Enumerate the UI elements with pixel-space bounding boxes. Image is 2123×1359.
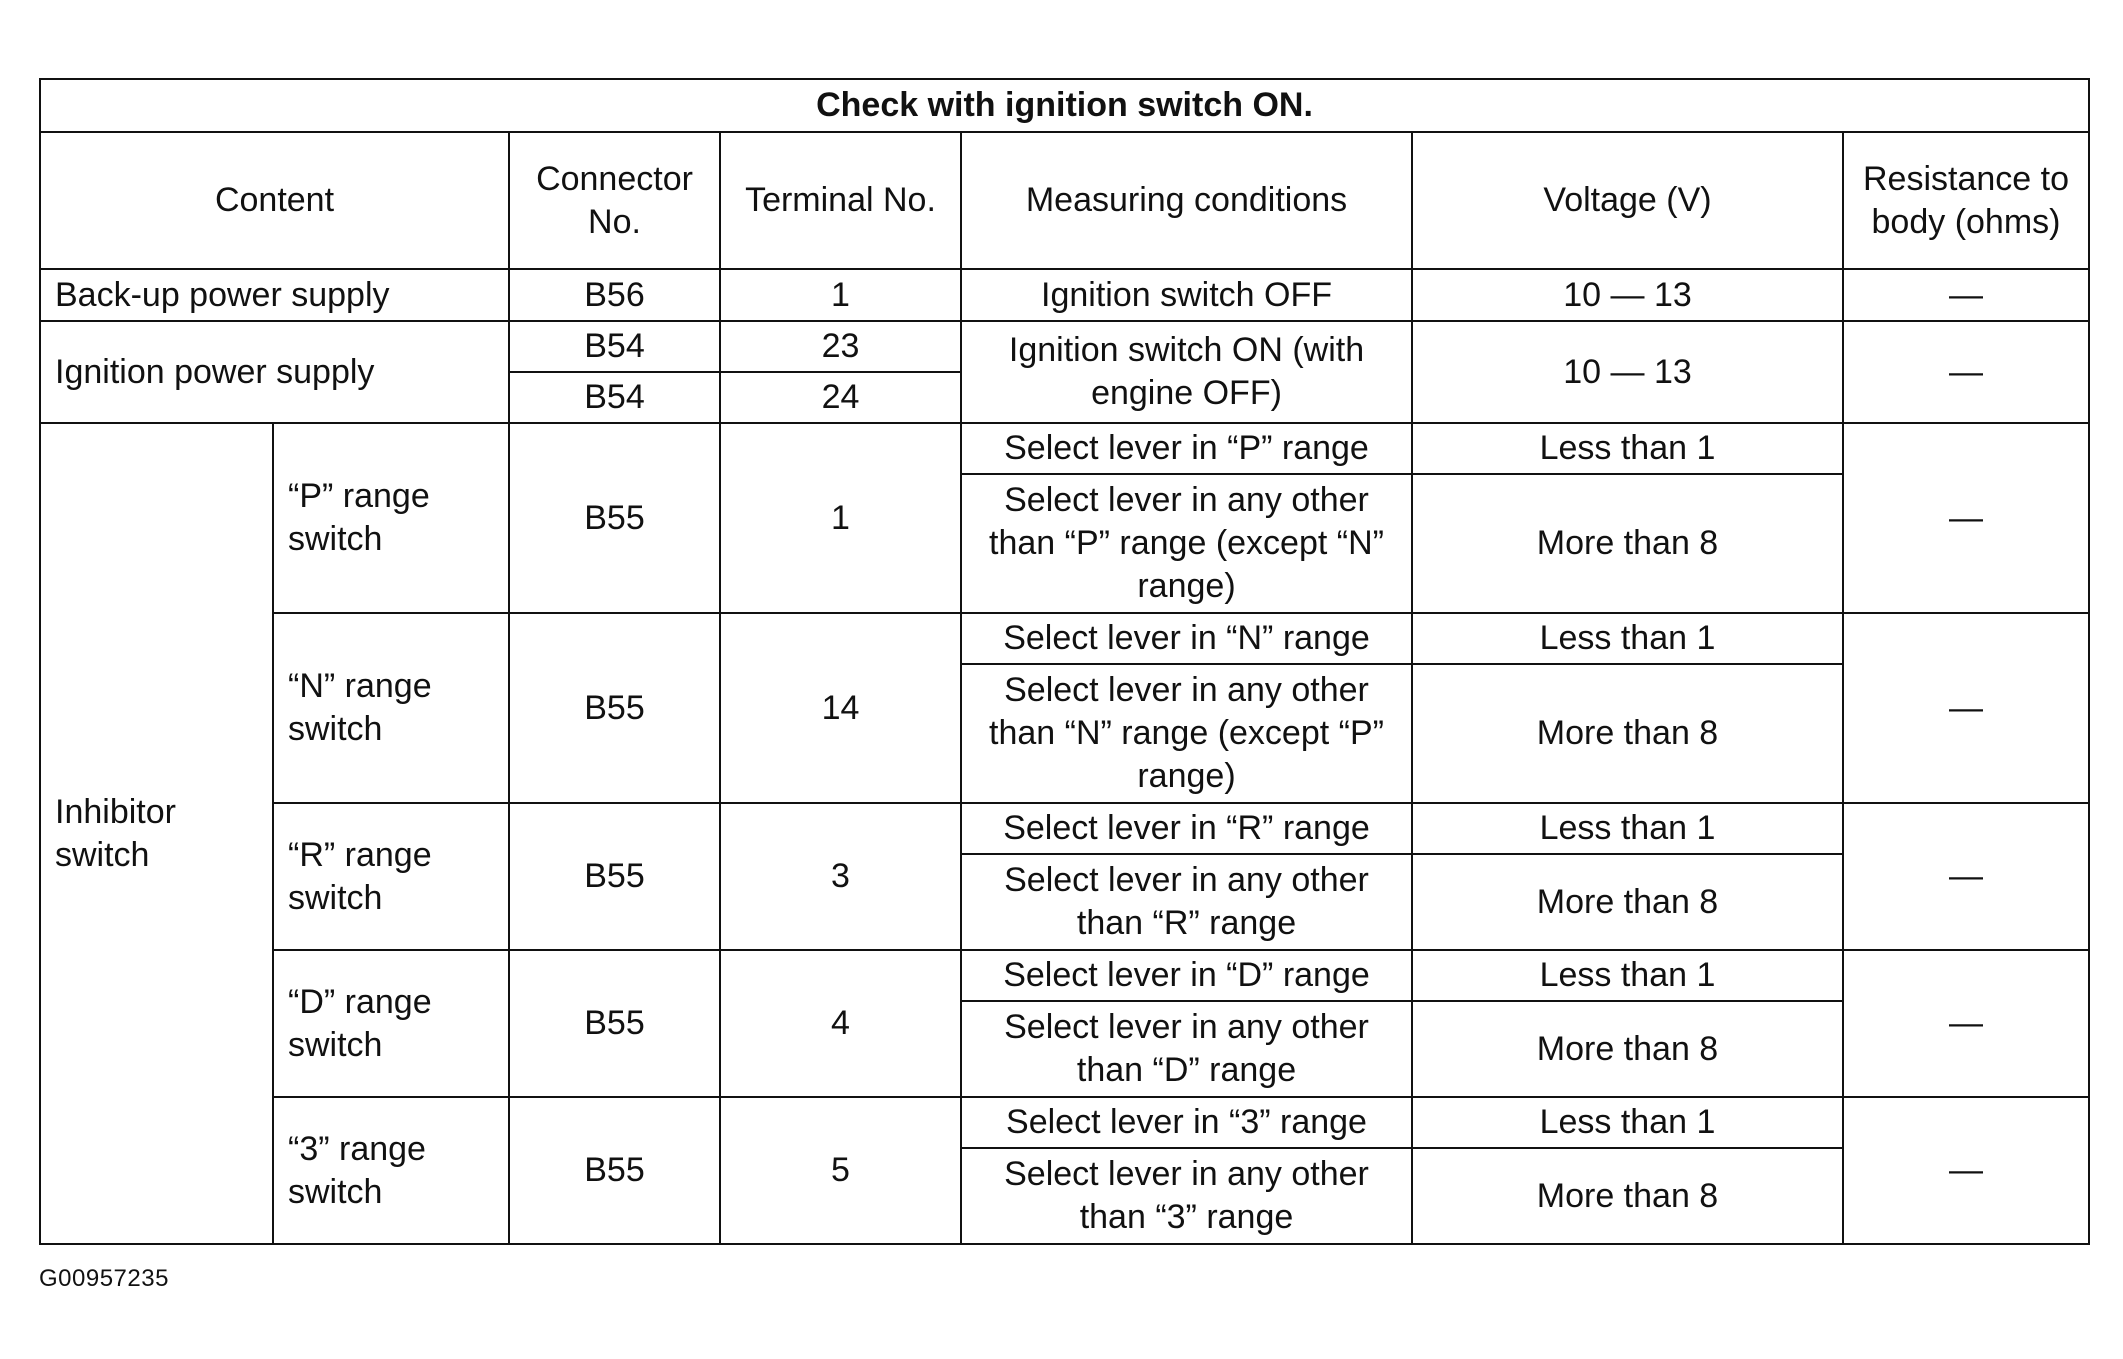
resistance-cell: — xyxy=(1843,321,2089,423)
content-cell: Ignition power supply xyxy=(40,321,509,423)
header-row xyxy=(40,132,2089,269)
table-title: Check with ignition switch ON. xyxy=(40,79,2089,132)
voltage-cell: Less than 1 xyxy=(1412,613,1843,664)
inspection-table xyxy=(39,78,2090,1245)
header-connector: Connector No. xyxy=(509,132,720,269)
table-row xyxy=(40,269,2089,321)
connector-cell: B55 xyxy=(509,803,720,950)
content-cell: Inhibitor switch xyxy=(40,423,273,1244)
header-voltage: Voltage (V) xyxy=(1412,132,1843,269)
terminal-cell: 23 xyxy=(720,321,961,372)
switch-name-cell: “R” range switch xyxy=(273,803,509,950)
connector-cell: B56 xyxy=(509,269,720,321)
header-conditions: Measuring conditions xyxy=(961,132,1412,269)
resistance-cell: — xyxy=(1843,269,2089,321)
condition-cell: Select lever in any other than “N” range (except “P” range) xyxy=(961,664,1412,803)
connector-cell: B55 xyxy=(509,950,720,1097)
switch-name-cell: “P” range switch xyxy=(273,423,509,613)
switch-name-cell: “3” range switch xyxy=(273,1097,509,1244)
terminal-cell: 24 xyxy=(720,372,961,423)
table-row xyxy=(40,1097,2089,1148)
voltage-cell: More than 8 xyxy=(1412,474,1843,613)
switch-name-cell: “D” range switch xyxy=(273,950,509,1097)
condition-cell: Select lever in any other than “3” range xyxy=(961,1148,1412,1244)
header-content: Content xyxy=(40,132,509,269)
condition-cell: Ignition switch ON (with engine OFF) xyxy=(961,321,1412,423)
connector-cell: B54 xyxy=(509,321,720,372)
voltage-cell: Less than 1 xyxy=(1412,1097,1843,1148)
condition-cell: Select lever in “D” range xyxy=(961,950,1412,1001)
terminal-cell: 4 xyxy=(720,950,961,1097)
voltage-cell: 10 — 13 xyxy=(1412,321,1843,423)
connector-cell: B55 xyxy=(509,613,720,803)
voltage-cell: Less than 1 xyxy=(1412,950,1843,1001)
terminal-cell: 5 xyxy=(720,1097,961,1244)
condition-cell: Ignition switch OFF xyxy=(961,269,1412,321)
resistance-cell: — xyxy=(1843,613,2089,803)
voltage-cell: More than 8 xyxy=(1412,1148,1843,1244)
condition-cell: Select lever in any other than “D” range xyxy=(961,1001,1412,1097)
terminal-cell: 1 xyxy=(720,423,961,613)
terminal-cell: 14 xyxy=(720,613,961,803)
resistance-cell: — xyxy=(1843,950,2089,1097)
figure-id: G00957235 xyxy=(39,1265,169,1292)
voltage-cell: Less than 1 xyxy=(1412,803,1843,854)
table-row xyxy=(40,803,2089,854)
header-resistance: Resistance to body (ohms) xyxy=(1843,132,2089,269)
voltage-cell: More than 8 xyxy=(1412,854,1843,950)
resistance-cell: — xyxy=(1843,1097,2089,1244)
connector-cell: B55 xyxy=(509,423,720,613)
title-row xyxy=(40,79,2089,132)
resistance-cell: — xyxy=(1843,803,2089,950)
condition-cell: Select lever in “R” range xyxy=(961,803,1412,854)
voltage-cell: More than 8 xyxy=(1412,664,1843,803)
header-terminal: Terminal No. xyxy=(720,132,961,269)
connector-cell: B55 xyxy=(509,1097,720,1244)
table-row xyxy=(40,950,2089,1001)
terminal-cell: 3 xyxy=(720,803,961,950)
voltage-cell: 10 — 13 xyxy=(1412,269,1843,321)
condition-cell: Select lever in any other than “P” range (except “N” range) xyxy=(961,474,1412,613)
resistance-cell: — xyxy=(1843,423,2089,613)
table-row xyxy=(40,613,2089,664)
table-row xyxy=(40,321,2089,372)
voltage-cell: Less than 1 xyxy=(1412,423,1843,474)
table-row xyxy=(40,423,2089,474)
condition-cell: Select lever in “P” range xyxy=(961,423,1412,474)
condition-cell: Select lever in any other than “R” range xyxy=(961,854,1412,950)
switch-name-cell: “N” range switch xyxy=(273,613,509,803)
content-cell: Back-up power supply xyxy=(40,269,509,321)
condition-cell: Select lever in “3” range xyxy=(961,1097,1412,1148)
condition-cell: Select lever in “N” range xyxy=(961,613,1412,664)
terminal-cell: 1 xyxy=(720,269,961,321)
voltage-cell: More than 8 xyxy=(1412,1001,1843,1097)
connector-cell: B54 xyxy=(509,372,720,423)
